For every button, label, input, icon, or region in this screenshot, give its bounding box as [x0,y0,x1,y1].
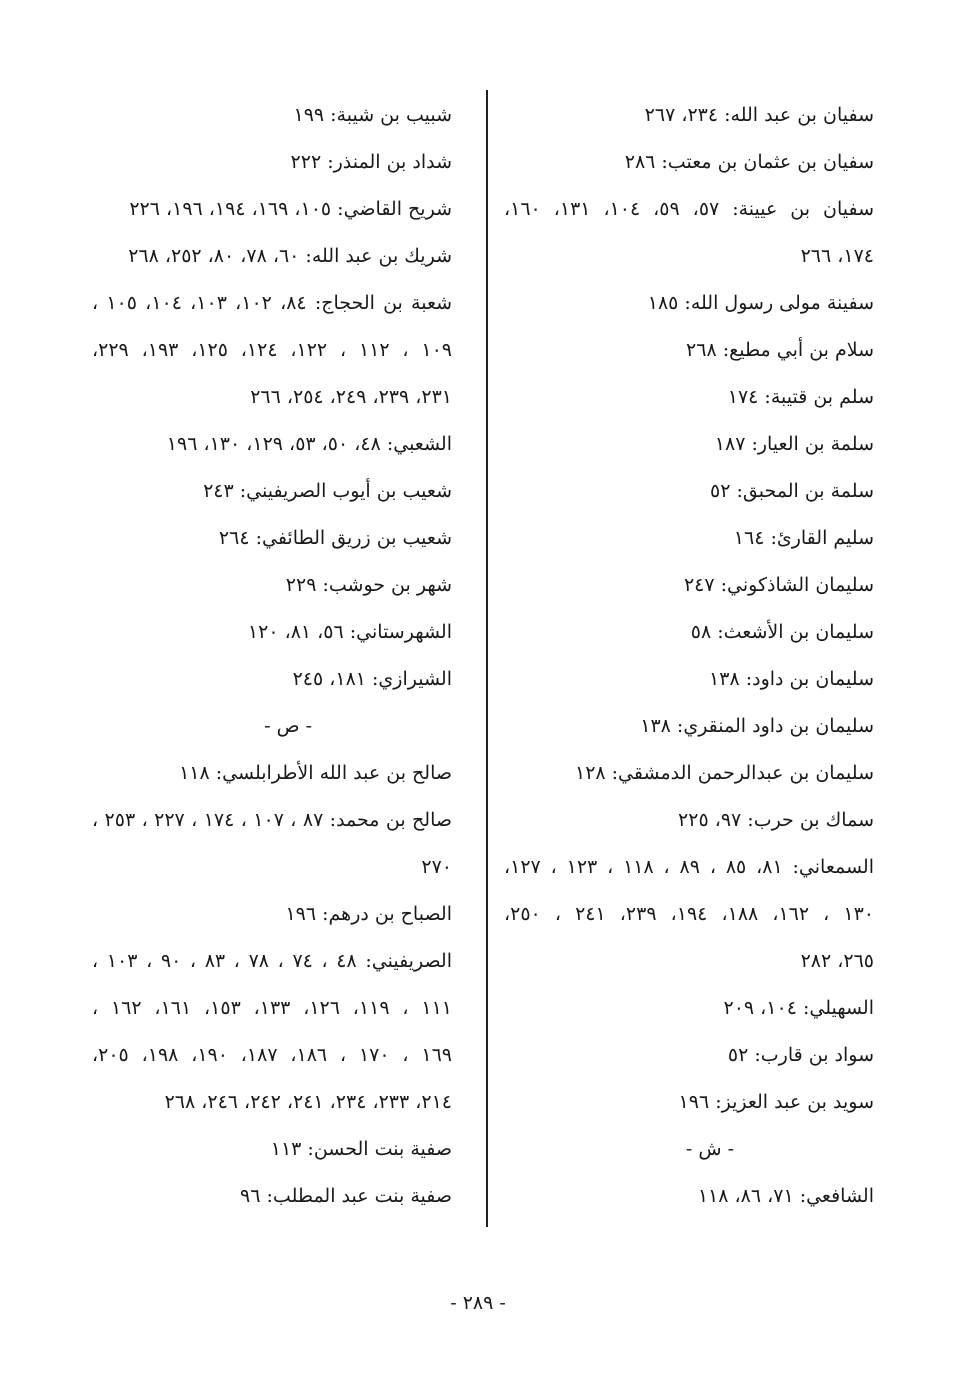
index-entry: سليمان بن الأشعث: ٥٨ [690,621,874,643]
index-entry: سليم القارئ: ١٦٤ [733,527,874,549]
index-entry: سفينة مولى رسول الله: ١٨٥ [647,292,874,314]
index-entry-continuation: ١١١ ، ١١٩، ١٢٦، ١٣٣، ١٥٣، ١٦١، ١٦٢ ، [92,997,452,1019]
index-entry: سلمة بن المحبق: ٥٢ [710,480,874,502]
index-entry-continuation: ١٦٩ ، ١٧٠ ، ١٨٦، ١٨٧، ١٩٠، ١٩٨، ٢٠٥، [92,1044,453,1066]
index-entry: شعيب بن أيوب الصريفيني: ٢٤٣ [203,480,452,502]
index-entry: سفيان بن عيينة: ٥٧، ٥٩، ١٠٤، ١٣١، ١٦٠، [504,198,874,220]
index-entry: شعبة بن الحجاج: ٨٤، ١٠٢، ١٠٣، ١٠٤، ١٠٥ ، [92,292,453,314]
section-letter-heading: - ص - [264,715,312,737]
index-entry-continuation: ١٧٤، ٢٦٦ [800,245,874,267]
index-entry: الشهرستاني: ٥٦، ٨١، ١٢٠ [247,621,452,643]
index-entry: السمعاني: ٨١، ٨٥ ، ٨٩ ، ١١٨ ، ١٢٣ ، ١٢٧، [504,856,874,878]
index-entry-continuation: ٢١٤، ٢٣٣، ٢٣٤، ٢٤١، ٢٤٢، ٢٤٦، ٢٦٨ [164,1091,452,1113]
right-column [504,92,874,1220]
index-entry: سفيان بن عثمان بن معتب: ٢٨٦ [624,151,874,173]
index-entry-continuation: ٢٦٥، ٢٨٢ [800,950,874,972]
left-column [92,92,452,1220]
index-entry: الشعبي: ٤٨، ٥٠، ٥٣، ١٢٩، ١٣٠، ١٩٦ [166,433,452,455]
index-entry: السهيلي: ١٠٤، ٢٠٩ [723,997,874,1019]
index-entry: سليمان بن داود: ١٣٨ [709,668,874,690]
index-entry: شريح القاضي: ١٠٥، ١٦٩، ١٩٤، ١٩٦، ٢٢٦ [129,198,452,220]
index-entry-continuation: ٢٣١، ٢٣٩، ٢٤٩، ٢٥٤، ٢٦٦ [250,386,452,408]
index-entry: شداد بن المنذر: ٢٢٢ [290,151,452,173]
index-entry: شريك بن عبد الله: ٦٠، ٧٨، ٨٠، ٢٥٢، ٢٦٨ [128,245,452,267]
column-divider [486,90,488,1227]
index-entry: سليمان بن داود المنقري: ١٣٨ [640,715,874,737]
index-entry: سليمان بن عبدالرحمن الدمشقي: ١٢٨ [574,762,874,784]
index-entry: شبيب بن شيبة: ١٩٩ [293,104,452,126]
index-entry-continuation: ٢٧٠ [421,856,452,878]
index-entry: سلام بن أبي مطيع: ٢٦٨ [686,339,874,361]
index-entry: سماك بن حرب: ٩٧، ٢٢٥ [678,809,874,831]
page-number: - ٢٨٩ - [450,1292,506,1314]
index-entry: الصباح بن درهم: ١٩٦ [285,903,452,925]
index-entry-continuation: ١٠٩ ، ١١٢ ، ١٢٢، ١٢٤، ١٢٥، ١٩٣، ٢٢٩، [92,339,453,361]
index-entry: سلمة بن العيار: ١٨٧ [714,433,874,455]
index-entry: صالح بن محمد: ٨٧ ، ١٠٧ ، ١٧٤ ، ٢٢٧ ، ٢٥٣ ، [92,809,453,831]
index-entry: سليمان الشاذكوني: ٢٤٧ [683,574,874,596]
index-entry: صالح بن عبد الله الأطرابلسي: ١١٨ [179,762,452,784]
index-entry: الشيرازي: ١٨١، ٢٤٥ [292,668,452,690]
index-entry: سويد بن عبد العزيز: ١٩٦ [678,1091,874,1113]
index-entry: سفيان بن عبد الله: ٢٣٤، ٢٦٧ [644,104,874,126]
index-entry: سلم بن قتيبة: ١٧٤ [727,386,874,408]
section-letter-heading: - ش - [685,1138,734,1160]
index-entry: الشافعي: ٧١، ٨٦، ١١٨ [697,1185,874,1207]
index-entry: شهر بن حوشب: ٢٢٩ [285,574,452,596]
index-entry: صفية بنت عبد المطلب: ٩٦ [240,1185,452,1207]
index-entry-continuation: ١٣٠ ، ١٦٢، ١٨٨، ١٩٤، ٢٣٩، ٢٤١ ، ٢٥٠، [504,903,875,925]
index-entry: سواد بن قارب: ٥٢ [727,1044,874,1066]
index-entry: شعيب بن زريق الطائفي: ٢٦٤ [218,527,452,549]
index-entry: الصريفيني: ٤٨ ، ٧٤ ، ٧٨ ، ٨٣ ، ٩٠ ، ١٠٣ ، [92,950,453,972]
index-entry: صفية بنت الحسن: ١١٣ [270,1138,452,1160]
